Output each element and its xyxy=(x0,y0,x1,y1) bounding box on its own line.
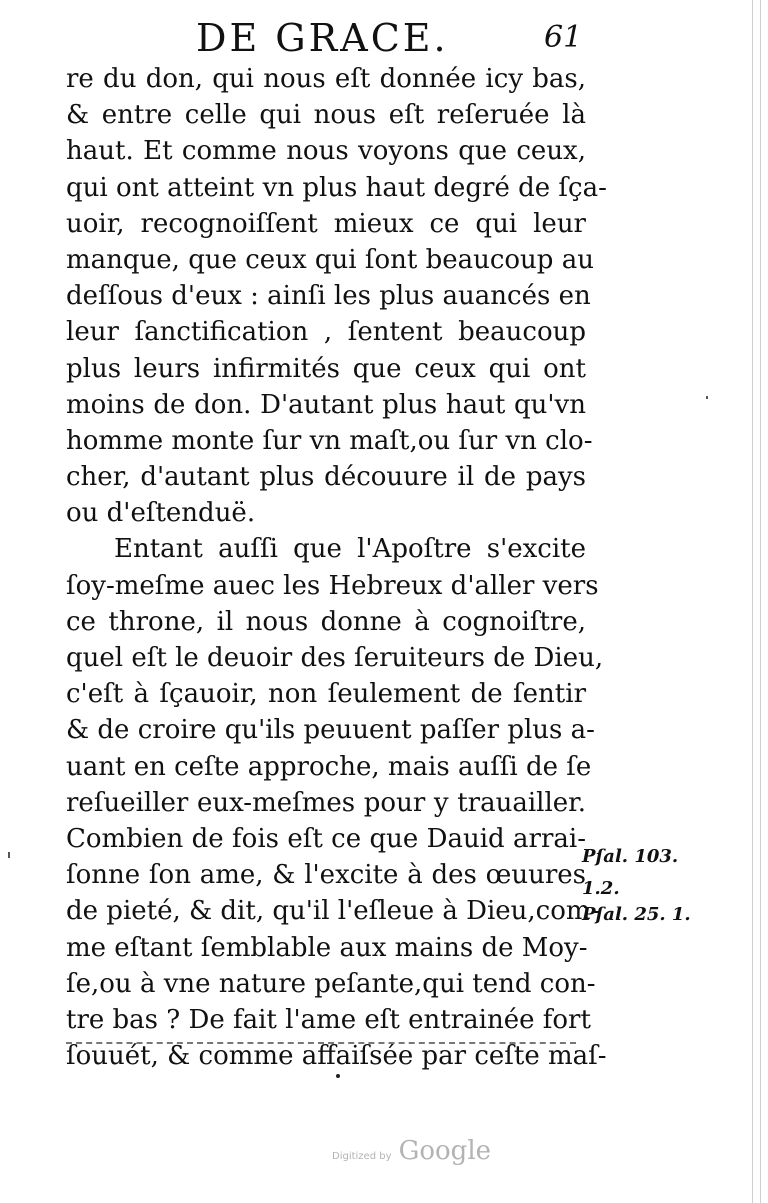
text-line: reſueiller eux-meſmes pour y trauailler. xyxy=(66,787,586,818)
text-line: qui ont atteint vn plus haut degré de ſça- xyxy=(66,172,607,203)
paragraph-start-line: Entant auſſi que l'Apoſtre s'excite xyxy=(114,534,586,565)
margin-note-psalm-25: Pſal. 25. 1. xyxy=(582,904,691,925)
google-wordmark: Google xyxy=(398,1136,492,1166)
text-line: manque, que ceux qui ſont beaucoup au xyxy=(66,244,594,275)
margin-note-psalm-103: Pſal. 103. xyxy=(582,846,679,867)
text-line: ce throne, il nous donne à cognoiſtre, xyxy=(66,606,586,637)
text-line: ſonne ſon ame, & l'excite à des œuures xyxy=(66,860,586,891)
margin-note-verse: 1.2. xyxy=(582,878,620,899)
text-line: leur ſanctification , ſentent beaucoup xyxy=(66,317,586,348)
text-line: uoir, recognoiſſent mieux ce qui leur xyxy=(66,208,586,239)
page-edge-line xyxy=(752,0,753,1203)
text-line: cher, d'autant plus découure il de pays xyxy=(66,462,586,493)
text-line: plus leurs infirmités que ceux qui ont xyxy=(66,353,586,384)
scan-speck xyxy=(706,396,708,399)
text-line: quel eſt le deuoir des ſeruiteurs de Dieu, xyxy=(66,643,604,673)
bottom-rule xyxy=(66,1042,576,1044)
digitization-watermark xyxy=(332,1136,491,1166)
scan-speck xyxy=(8,852,10,858)
text-line: ſe,ou à vne nature peſante,qui tend con- xyxy=(66,968,596,999)
text-line: me eſtant ſemblable aux mains de Moy- xyxy=(66,932,588,963)
text-line: tre bas ? De fait l'ame eſt entrainée fort xyxy=(66,1004,591,1035)
text-line: deſſous d'eux : ainſi les plus auancés en xyxy=(66,281,591,312)
running-head-title: DE GRACE. xyxy=(196,16,449,60)
text-line: de pieté, & dit, qu'il l'eſleue à Dieu,com- xyxy=(66,896,600,927)
text-line: homme monte ſur vn maſt,ou ſur vn clo- xyxy=(66,425,593,456)
page-number: 61 xyxy=(544,20,583,55)
text-line: ſoy-meſme auec les Hebreux d'aller vers xyxy=(66,570,599,601)
text-line: & entre celle qui nous eſt reſeruée là xyxy=(66,100,586,131)
text-line: ou d'eſtenduë. xyxy=(66,498,256,529)
text-line: c'eſt à ſçauoir, non ſeulement de ſentir xyxy=(66,679,586,710)
text-line: Combien de fois eſt ce que Dauid arrai- xyxy=(66,823,586,854)
text-line: ſouuét, & comme affaiſsée par ceſte maſ- xyxy=(66,1041,607,1072)
text-line: & de croire qu'ils peuuent paſſer plus a- xyxy=(66,715,595,746)
text-line: re du don, qui nous eſt donnée icy bas, xyxy=(66,64,586,94)
digitized-by-label: Digitized by xyxy=(332,1151,392,1162)
text-line: moins de don. D'autant plus haut qu'vn xyxy=(66,389,586,420)
page-edge-line xyxy=(760,0,761,1203)
ink-dot xyxy=(336,1074,340,1078)
text-line: uant en ceſte approche, mais auſſi de ſe xyxy=(66,751,592,782)
text-line: haut. Et comme nous voyons que ceux, xyxy=(66,136,586,167)
